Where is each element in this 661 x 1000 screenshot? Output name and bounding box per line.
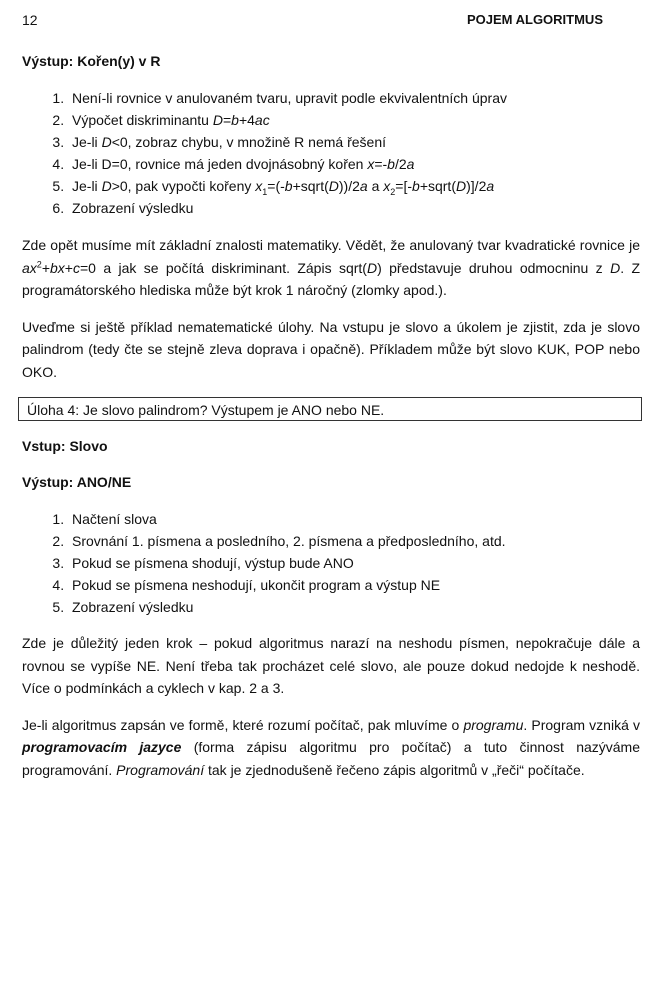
paragraph: Zde opět musíme mít základní znalosti matematiky. Vědět, že anulovaný tvar kvadratické rovnice je $ax^2+bx+c=0$ a jak se počítá diskriminant. Zápis sqrt(D) představuje druhou odmocninu z D. Z programátorského hlediska může být krok 1 náročný (zlomky apod.). bbox=[22, 237, 640, 298]
list-item: 1. Načtení slova bbox=[68, 508, 640, 530]
list-item: 4. Je-li D=0, rovnice má jeden dvojnásobný kořen x=-b/2a bbox=[68, 153, 640, 175]
list-item: 2. Výpočet diskriminantu D=b+4ac bbox=[68, 109, 640, 131]
paragraph: Je-li algoritmus zapsán ve formě, které rozumí počítač, pak mluvíme o programu. Program vzniká v programovacím jazyce (forma zápisu algoritmu pro počítač) a tuto činnost nazýváme programování. Programování tak je zjednodušeně řečeno zápis algoritmů v „řeči“ počítače. bbox=[22, 716, 640, 778]
input-heading: Vstup: Slovo bbox=[22, 438, 108, 454]
paragraph: Uveďme si ještě příklad nematematické úlohy. Na vstupu je slovo a úkolem je zjistit, zda je slovo palindrom (tedy čte se stejně zleva doprava i opačně). Příkladem může být slovo KUK, POP nebo OKO. bbox=[22, 318, 640, 380]
output-heading: Výstup: Kořen(y) v R bbox=[22, 53, 161, 69]
page-content bbox=[22, 50, 640, 781]
running-title: POJEM ALGORITMUS bbox=[466, 12, 603, 27]
list-item: 5. Zobrazení výsledku bbox=[68, 596, 640, 618]
task-box: Úloha 4: Je slovo palindrom? Výstupem je ANO nebo NE. bbox=[18, 397, 642, 421]
list-item: 5. Je-li D>0, pak vypočti kořeny $x_1=(-b+sqrt(D))/2a$ a $x_2=[-b+sqrt(D)]/2a$ bbox=[68, 175, 640, 197]
algorithm-steps-roots bbox=[22, 87, 640, 219]
output-heading: Výstup: ANO/NE bbox=[22, 474, 132, 490]
list-item: 6. Zobrazení výsledku bbox=[68, 197, 640, 219]
page-header bbox=[22, 12, 603, 34]
algorithm-steps-palindrome bbox=[22, 508, 640, 618]
list-item: 1. Není-li rovnice v anulovaném tvaru, upravit podle ekvivalentních úprav bbox=[68, 87, 640, 109]
list-item: 3. Je-li D<0, zobraz chybu, v množině R nemá řešení bbox=[68, 131, 640, 153]
list-item: 4. Pokud se písmena neshodují, ukončit program a výstup NE bbox=[68, 574, 640, 596]
list-item: 2. Srovnání 1. písmena a posledního, 2. písmena a předposledního, atd. bbox=[68, 530, 640, 552]
paragraph: Zde je důležitý jeden krok – pokud algoritmus narazí na neshodu písmen, nepokračuje dále a rovnou se vypíše NE. Není třeba tak procházet celé slovo, ale pouze dokud nedojde k neshodě. Více o podmínkách a cyklech v kap. 2 a 3. bbox=[22, 635, 640, 696]
list-item: 3. Pokud se písmena shodují, výstup bude ANO bbox=[68, 552, 640, 574]
page-number: 12 bbox=[22, 12, 38, 28]
